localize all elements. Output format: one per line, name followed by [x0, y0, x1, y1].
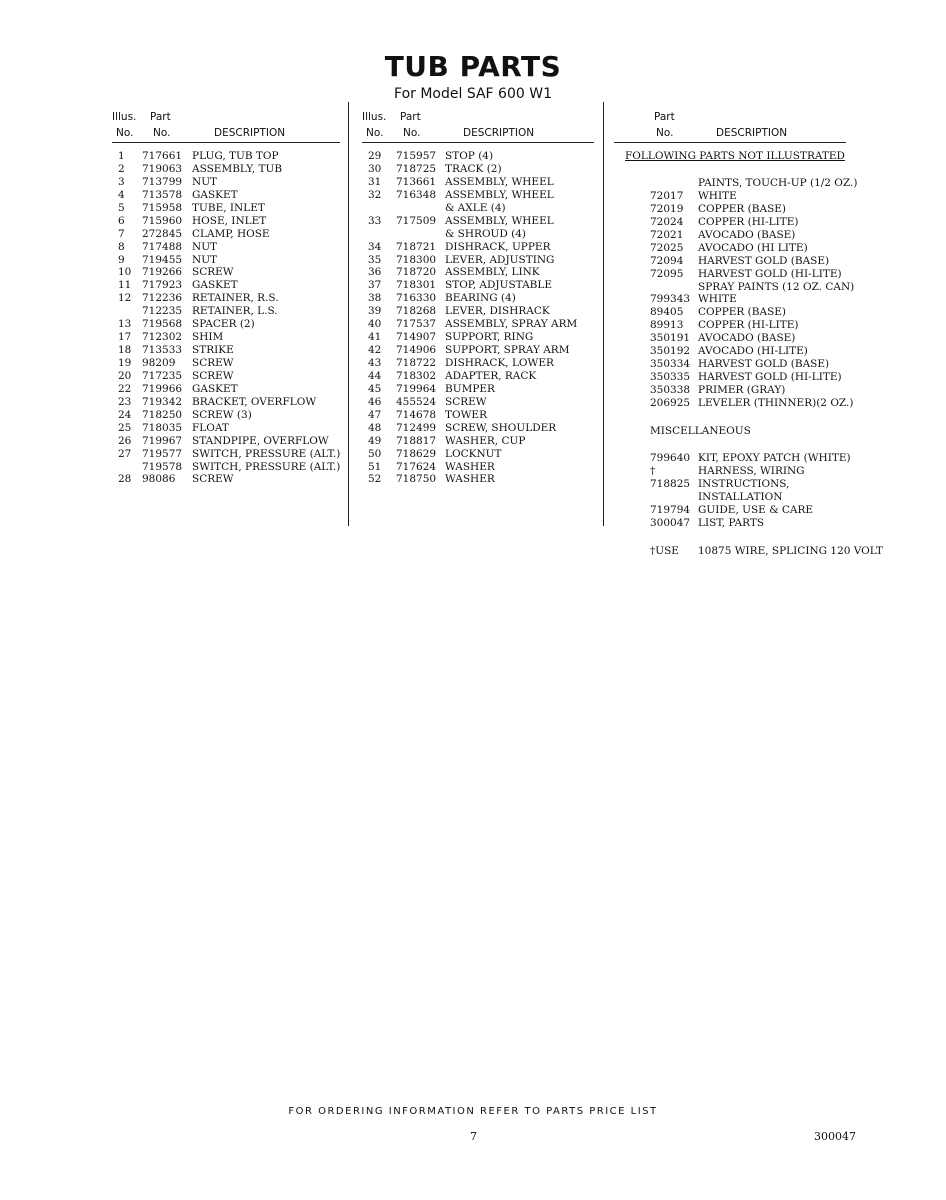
table-row: 17 712302 SHIM — [118, 331, 224, 344]
table-row: 5 715958 TUBE, INLET — [118, 201, 265, 214]
list-item: 799640 KIT, EPOXY PATCH (WHITE) — [650, 452, 851, 464]
list-item: 206925 LEVELER (THINNER)(2 OZ.) — [650, 396, 854, 409]
list-item: 72094 HARVEST GOLD (BASE) — [650, 254, 830, 267]
table-row: 41 714907 SUPPORT, RING — [368, 331, 534, 344]
col2-parts-list — [362, 150, 598, 486]
table-row: 33 717509 ASSEMBLY, WHEEL — [368, 214, 554, 227]
col2-header-rule — [362, 142, 594, 143]
col3-header-rule — [614, 142, 846, 143]
col1-part-header: Part — [150, 111, 171, 123]
list-item: SPRAY PAINTS (12 OZ. CAN) — [698, 280, 855, 293]
miscellaneous-heading: MISCELLANEOUS — [650, 425, 751, 437]
not-illustrated-heading: FOLLOWING PARTS NOT ILLUSTRATED — [625, 150, 845, 162]
table-row: 13 719568 SPACER (2) — [118, 318, 255, 331]
table-row: 52 718750 WASHER — [368, 473, 495, 486]
list-item: 799343 WHITE — [650, 293, 737, 306]
list-item: 718825 INSTRUCTIONS, — [650, 477, 790, 490]
col1-description-header: DESCRIPTION — [214, 127, 286, 139]
table-row: & AXLE (4) — [445, 201, 506, 214]
table-row: 49 718817 WASHER, CUP — [368, 434, 526, 447]
list-item: 350335 HARVEST GOLD (HI-LITE) — [650, 371, 842, 384]
col3-part-header: Part — [654, 111, 675, 123]
table-row: 42 714906 SUPPORT, SPRAY ARM — [368, 344, 570, 357]
table-row: 22 719966 GASKET — [118, 382, 238, 395]
col2-part-no-header: No. — [403, 127, 421, 139]
table-row: 48 712499 SCREW, SHOULDER — [368, 421, 557, 434]
table-row: 40 717537 ASSEMBLY, SPRAY ARM — [368, 318, 578, 331]
table-row: 36 718720 ASSEMBLY, LINK — [368, 266, 540, 279]
table-row: 3 713799 NUT — [118, 175, 218, 188]
table-row: 39 718268 LEVER, DISHRACK — [368, 305, 550, 318]
col3-misc-list — [610, 452, 890, 530]
use-note-text: 10875 WIRE, SPLICING 120 VOLT — [698, 545, 883, 557]
col2-illus-header: Illus. — [362, 111, 387, 123]
table-row: 6 715960 HOSE, INLET — [118, 214, 267, 227]
table-row: 37 718301 STOP, ADJUSTABLE — [368, 279, 553, 292]
list-item: 350334 HARVEST GOLD (BASE) — [650, 358, 830, 371]
table-row: 712235 RETAINER, L.S. — [142, 305, 278, 318]
col2-description-header: DESCRIPTION — [463, 127, 535, 139]
table-row: 10 719266 SCREW — [118, 266, 234, 279]
model-subtitle: For Model SAF 600 W1 — [394, 86, 552, 102]
table-row: 34 718721 DISHRACK, UPPER — [368, 240, 551, 253]
table-row: 1 717661 PLUG, TUB TOP — [118, 150, 279, 162]
table-row: 45 719964 BUMPER — [368, 382, 495, 395]
col1-part-no-header: No. — [153, 127, 171, 139]
table-row: 8 717488 NUT — [118, 240, 218, 253]
page-title: TUB PARTS — [384, 50, 562, 83]
table-row: 35 718300 LEVER, ADJUSTING — [368, 253, 555, 266]
table-row: 7 272845 CLAMP, HOSE — [118, 227, 270, 240]
list-item: INSTALLATION — [698, 490, 783, 503]
table-row: 23 719342 BRACKET, OVERFLOW — [118, 395, 317, 408]
list-item: 72095 HARVEST GOLD (HI-LITE) — [650, 267, 842, 280]
table-row: 4 713578 GASKET — [118, 188, 238, 201]
wire-use-note — [610, 545, 890, 558]
table-row: 51 717624 WASHER — [368, 460, 495, 473]
table-row: 27 719577 SWITCH, PRESSURE (ALT.) — [118, 447, 341, 460]
list-item: 72019 COPPER (BASE) — [650, 202, 787, 215]
document-number: 300047 — [814, 1130, 856, 1143]
col1-illus-no-header: No. — [116, 127, 134, 139]
table-row: 46 455524 SCREW — [368, 395, 487, 408]
table-row: 20 717235 SCREW — [118, 369, 234, 382]
list-item: 300047 LIST, PARTS — [650, 516, 765, 529]
table-row: 12 712236 RETAINER, R.S. — [118, 292, 279, 305]
table-row: 25 718035 FLOAT — [118, 421, 229, 434]
list-item: 350338 PRIMER (GRAY) — [650, 384, 786, 396]
list-item: 72024 COPPER (HI-LITE) — [650, 215, 799, 228]
col3-description-header: DESCRIPTION — [716, 127, 788, 139]
list-item: 719794 GUIDE, USE & CARE — [650, 503, 814, 516]
table-row: 50 718629 LOCKNUT — [368, 447, 502, 460]
col2-illus-no-header: No. — [366, 127, 384, 139]
column-divider-right — [603, 102, 604, 526]
list-item: 350192 AVOCADO (HI-LITE) — [650, 345, 808, 358]
table-row: 32 716348 ASSEMBLY, WHEEL — [368, 188, 554, 201]
table-row: 38 716330 BEARING (4) — [368, 292, 516, 305]
table-row: 29 715957 STOP (4) — [368, 150, 494, 162]
list-item: † HARNESS, WIRING — [650, 464, 805, 477]
table-row: 31 713661 ASSEMBLY, WHEEL — [368, 175, 554, 188]
col1-parts-list — [112, 150, 342, 486]
table-row: 24 718250 SCREW (3) — [118, 408, 252, 421]
list-item: PAINTS, TOUCH-UP (1/2 OZ.) — [698, 177, 858, 189]
list-item: 350191 AVOCADO (BASE) — [650, 332, 796, 345]
table-row: 47 714678 TOWER — [368, 408, 487, 421]
table-row: 19 98209 SCREW — [118, 357, 234, 369]
col1-illus-header: Illus. — [112, 111, 137, 123]
table-row: 30 718725 TRACK (2) — [368, 162, 502, 175]
col2-part-header: Part — [400, 111, 421, 123]
ordering-info-footer: FOR ORDERING INFORMATION REFER TO PARTS PRICE LIST — [288, 1106, 658, 1117]
table-row: & SHROUD (4) — [445, 227, 527, 240]
list-item: 72025 AVOCADO (HI LITE) — [650, 241, 808, 254]
table-row: 719578 SWITCH, PRESSURE (ALT.) — [142, 460, 341, 473]
page-number: 7 — [470, 1130, 477, 1143]
col1-header-rule — [112, 142, 340, 143]
table-row: 9 719455 NUT — [118, 253, 218, 266]
table-row: 28 98086 SCREW — [118, 473, 234, 486]
use-note-marker: †USE — [650, 545, 679, 557]
table-row: 44 718302 ADAPTER, RACK — [368, 369, 537, 382]
column-divider-left — [348, 102, 349, 526]
list-item: 72021 AVOCADO (BASE) — [650, 228, 796, 241]
col3-paints-list — [610, 177, 890, 410]
table-row: 2 719063 ASSEMBLY, TUB — [118, 162, 283, 175]
table-row: 26 719967 STANDPIPE, OVERFLOW — [118, 434, 329, 447]
list-item: 72017 WHITE — [650, 189, 737, 202]
list-item: 89405 COPPER (BASE) — [650, 306, 787, 319]
col3-part-no-header: No. — [656, 127, 674, 139]
list-item: 89913 COPPER (HI-LITE) — [650, 319, 799, 332]
table-row: 18 713533 STRIKE — [118, 344, 234, 357]
table-row: 43 718722 DISHRACK, LOWER — [368, 357, 554, 369]
table-row: 11 717923 GASKET — [118, 279, 238, 292]
